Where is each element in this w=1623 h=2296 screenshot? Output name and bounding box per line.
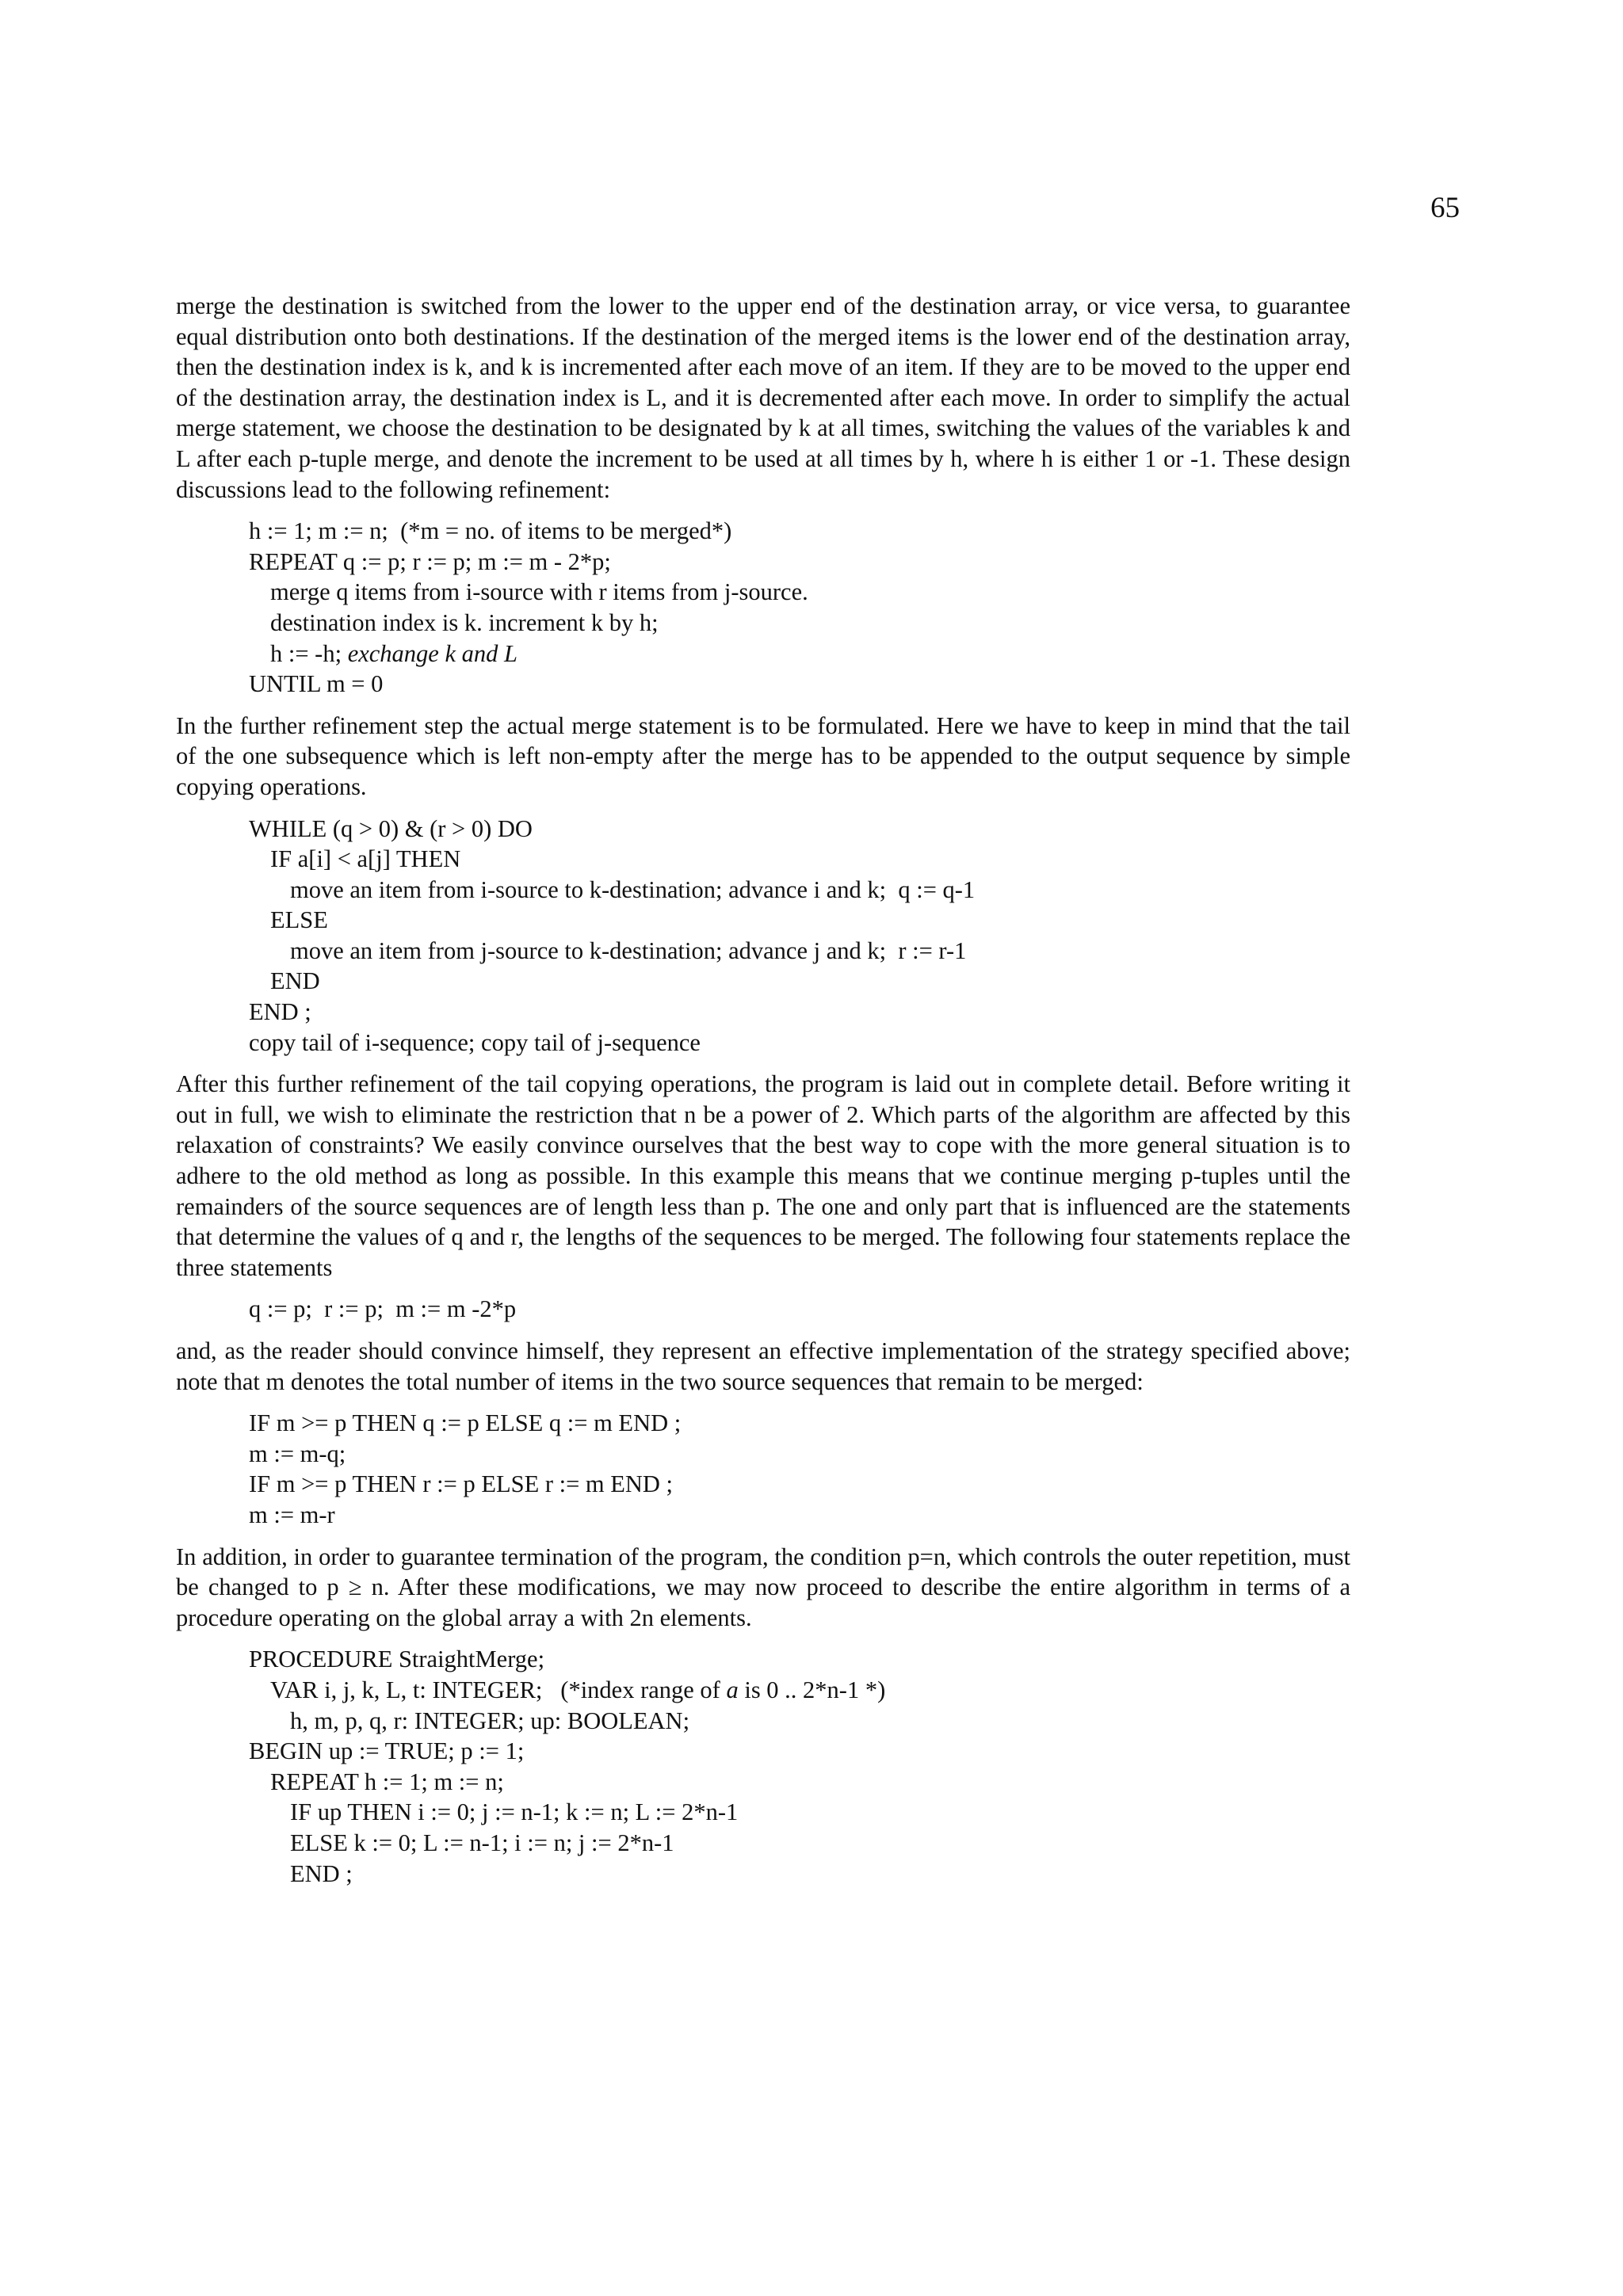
code-fragment: VAR i, j, k, L, t: INTEGER; (*index range of (270, 1676, 727, 1703)
code-line: WHILE (q > 0) & (r > 0) DO (249, 814, 533, 842)
code-line: IF m >= p THEN r := p ELSE r := m END ; (249, 1470, 674, 1498)
code-line: END ; (290, 1859, 353, 1887)
code-line (249, 1675, 1350, 1706)
code-fragment: is 0 .. 2*n-1 *) (738, 1676, 886, 1703)
code-line: destination index is k. increment k by h; (270, 608, 659, 636)
code-line: IF a[i] < a[j] THEN (270, 845, 461, 873)
code-line: merge q items from i-source with r items from j-source. (270, 578, 808, 606)
code-block-refinement (249, 516, 1350, 700)
code-line: m := m-r (249, 1501, 335, 1528)
code-line: copy tail of i-sequence; copy tail of j-sequence (249, 1028, 701, 1056)
code-line: BEGIN up := TRUE; p := 1; (249, 1737, 525, 1765)
code-line: REPEAT q := p; r := p; m := m - 2*p; (249, 547, 611, 575)
code-line: h, m, p, q, r: INTEGER; up: BOOLEAN; (290, 1707, 690, 1734)
code-line (249, 639, 1350, 669)
paragraph-tail-copying: After this further refinement of the tail copying operations, the program is laid out in complete detail. Before writing it out in full, we wish to eliminate the restriction that n be a power of 2. Which parts of the algorithm are affected by this relaxation of constraints? We easily convince ourselves that the best way to cope with the more general situation is to adhere to the old method as long as possible. In this example this means that we continue merging p-tuples until the remainders of the source sequences are of length less than p. The one and only part that is influenced are the statements that determine the values of q and r, the lengths of the sequences to be merged. The following four statements replace the three statements (176, 1070, 1350, 1281)
code-block-while-merge (249, 814, 1350, 1058)
code-comment-italic: exchange k and L (347, 639, 517, 667)
paragraph-termination: In addition, in order to guarantee termination of the program, the condition p=n, which controls the outer repetition, must be changed to p ≥ n. After these modifications, we may now proceed to describe the entire algorithm in terms of a procedure operating on the global array a with 2n elements. (176, 1543, 1350, 1631)
code-line: REPEAT h := 1; m := n; (270, 1768, 504, 1795)
code-line: move an item from i-source to k-destination; advance i and k; q := q-1 (290, 875, 976, 903)
code-line: ELSE k := 0; L := n-1; i := n; j := 2*n-1 (290, 1829, 674, 1856)
code-block-four-statements (249, 1408, 1350, 1530)
code-block-straightmerge (249, 1644, 1350, 1889)
code-line: IF m >= p THEN q := p ELSE q := m END ; (249, 1409, 682, 1437)
paragraph-merge-destination: merge the destination is switched from the lower to the upper end of the destination array, or vice versa, to guarantee equal distribution onto both destinations. If the destination of the merged items is the lower end of the destination array, then the destination index is k, and k is incremented after each move of an item. If they are to be moved to the upper end of the destination array, the destination index is L, and it is decremented after each move. In order to simplify the actual merge statement, we choose the destination to be designated by k at all times, switching the values of the variables k and L after each p-tuple merge, and denote the increment to be used at all times by h, where h is either 1 or -1. These design discussions lead to the following refinement: (176, 292, 1350, 503)
code-line: END ; (249, 998, 311, 1026)
code-line: move an item from j-source to k-destination; advance j and k; r := r-1 (290, 936, 967, 964)
code-line: PROCEDURE StraightMerge; (249, 1646, 545, 1673)
code-line: ELSE (270, 906, 328, 934)
paragraph-further-refinement: In the further refinement step the actual merge statement is to be formulated. Here we have to keep in mind that the tail of the one subsequence which is left non-empty after the merge has to be appended to the output sequence by simple copying operations. (176, 711, 1350, 800)
page-number: 65 (1430, 192, 1460, 224)
code-line: END (270, 967, 320, 995)
code-line: IF up THEN i := 0; j := n-1; k := n; L := 2*n-1 (290, 1798, 739, 1826)
code-line: UNTIL m = 0 (249, 670, 384, 698)
code-line: m := m-q; (249, 1440, 346, 1467)
code-block-three-statements: q := p; r := p; m := m -2*p (249, 1295, 517, 1323)
code-fragment: h := -h; (270, 639, 348, 667)
code-line: h := 1; m := n; (*m = no. of items to be merged*) (249, 517, 732, 545)
code-italic-variable: a (726, 1676, 739, 1703)
page-body (176, 291, 1350, 1900)
paragraph-reader-convince: and, as the reader should convince himself, they represent an effective implementation of the strategy specified above; note that m denotes the total number of items in the two source sequences that remain to be merged: (176, 1337, 1350, 1395)
